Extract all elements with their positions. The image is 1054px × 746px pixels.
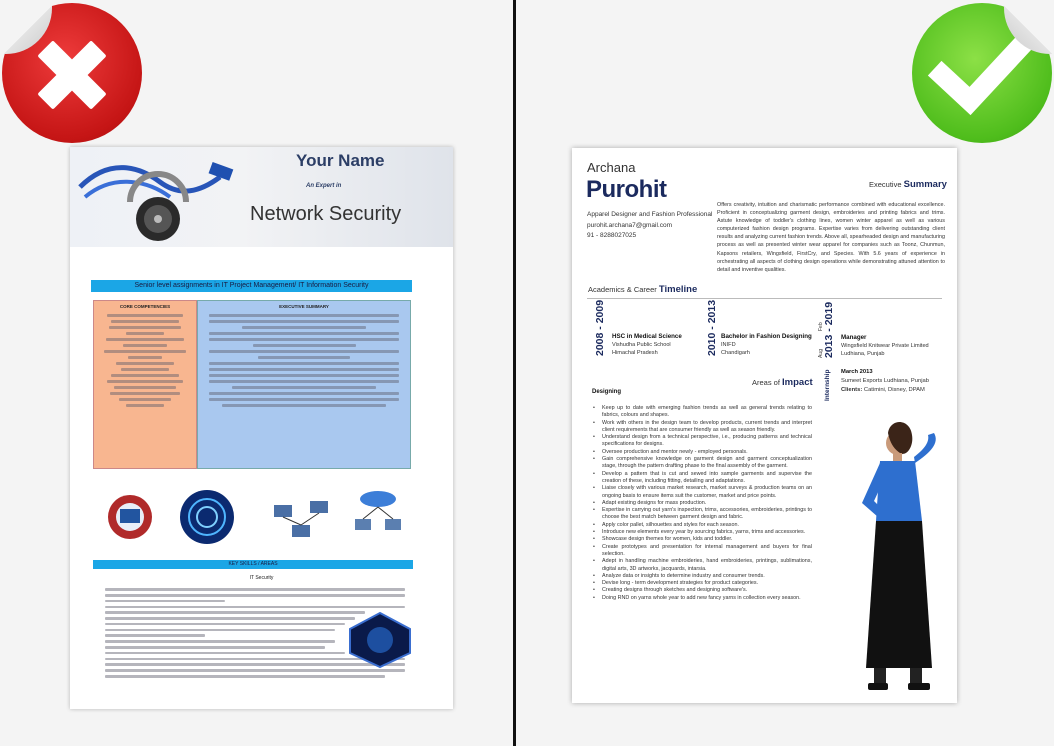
internship-entry: March 2013 Sumeet Exports Ludhiana, Punjab Clients: Catimini, Disney, DPAM [841, 369, 929, 393]
timeline-heading: Academics & Career Timeline [588, 284, 698, 295]
center-divider [513, 0, 516, 746]
list-item: • Introduce new elements every year by sourcing fabrics, yarns, trims and accessories. [592, 529, 812, 536]
list-item: • Apply color pallet, silhouettes and styles for each season. [592, 522, 812, 529]
cloud-computers-image [345, 487, 411, 547]
list-item: • Create prototypes and presentation for internal management and buyers for final selection. [592, 544, 812, 559]
bad-resume-header [70, 147, 453, 247]
executive-summary-heading: Executive Summary [869, 179, 947, 190]
bad-core-competencies [93, 300, 197, 469]
bad-title: Network Security [250, 203, 402, 225]
impact-bullet-list [592, 405, 812, 602]
bad-exec-heading: EXECUTIVE SUMMARY [279, 304, 329, 309]
bad-core-heading: CORE COMPETENCIES [119, 304, 171, 309]
designing-subheading: Designing [592, 389, 622, 395]
timeline-year: 2013 - 2019 [823, 301, 835, 358]
last-name: Purohit [586, 176, 667, 203]
job-role: Apparel Designer and Fashion Professional [587, 211, 713, 218]
timeline-year: 2010 - 2013 [706, 299, 718, 356]
list-item: • Doing RND on yarns whole year to add new fancy yarns in collection every season. [592, 595, 812, 602]
list-item: • Analyze data or insights to determine industry and consumer trends. [592, 573, 812, 580]
circuit-fingerprint-image [174, 487, 240, 547]
list-item: • Understand design from a technical perspective, i.e., producing patterns and technical specifications for designs. [592, 434, 812, 449]
virus-image [95, 487, 165, 547]
areas-of-impact-heading: Areas of Impact [752, 377, 813, 388]
timeline-entry: Manager Wingsfield Knitwear Private Limited Ludhiana, Punjab [841, 334, 929, 357]
list-item: • Showcase design themes for women, kids and toddler. [592, 536, 812, 543]
network-computers-image [266, 487, 336, 547]
phone: 91 - 8288027025 [587, 232, 637, 239]
network-lock-image [70, 147, 250, 247]
bad-skills-bar: KEY SKILLS / AREAS [93, 560, 413, 569]
internship-label: Internship [824, 369, 831, 401]
bad-heading-bar: Senior level assignments in IT Project Management/ IT Information Security [91, 280, 412, 292]
timeline-small-month: Feb [818, 322, 824, 331]
email: purohit.archana7@gmail.com [587, 222, 673, 229]
digital-hand-image [348, 611, 412, 669]
list-item: • Gain comprehensive knowledge on garment design and garment conceptualization stage, through the pattern drafting phase to the final assembly of the garment. [592, 456, 812, 471]
executive-summary-text: Offers creativity, intuition and charismatic performance combined with educational excellence. Proficient in conceptualizing garment design, embroideries and printing fabrics and trims. Astute knowledge of toddler's clothing lines, women winter apparel as well as various computerized fashion design programs. Expertise varies from delivering outstanding client results and analyzing current fashion trends. Above all, spearheaded design and manufacturing process as well as presented winter wear apparel for companies such as Toonz, Chunmun, Kapsons retailers, Wingsfield, FirstCry, and Species. With 5.6 years of experience in orchestrating all aspects of clothing design operations while demonstrating attuned attention to detail and inventive qualities. [717, 202, 945, 273]
bad-name: Your Name [296, 151, 385, 170]
bad-expert-label: An Expert in [306, 183, 342, 189]
list-item: • Work with others in the design team to develop products, current trends and interpret client requirements that are consumer friendly as well as season friendly. [592, 420, 812, 435]
good-resume-document [572, 148, 957, 703]
first-name: Archana [587, 160, 636, 175]
list-item: • Oversee production and mentor newly - employed personals. [592, 449, 812, 456]
timeline-rule [587, 298, 942, 299]
bad-it-security-label: IT Security [249, 575, 274, 581]
bad-resume-document [70, 147, 453, 709]
timeline-entry: Bachelor in Fashion Designing INIFD Chandigarh [721, 333, 812, 356]
list-item: • Adept in handling machine embroideries, hand embroideries, printings, sublimations, digital arts, 3D artworks, jacquards, intarsia. [592, 558, 812, 573]
list-item: • Develop a pattern that is cut and sewed into sample garments and supervise the creation of these, including fitting, detailing and adaptations. [592, 471, 812, 486]
list-item: • Liaise closely with various market research, market surveys & production teams on an ongoing basis to ensure items suit the customer, market and price points. [592, 485, 812, 500]
fashion-model-image [830, 413, 950, 698]
timeline-entry: HSC in Medical Science Vishudha Public School Himachal Pradesh [612, 333, 682, 356]
list-item: • Creating designs through sketches and designing software's. [592, 587, 812, 594]
list-item: • Expertise in carrying out yarn's inspection, trims, accessories, embroideries, printings to choose the best match between garment design and fabric. [592, 507, 812, 522]
list-item: • Devise long - term development strategies for product categories. [592, 580, 812, 587]
list-item: • Adapt existing designs for mass production. [592, 500, 812, 507]
timeline-small-month: Aug [818, 349, 824, 358]
bad-executive-summary [197, 300, 411, 469]
timeline-year: 2008 - 2009 [594, 299, 606, 356]
list-item: • Keep up to date with emerging fashion trends as well as general trends relating to fabrics, colours and shapes. [592, 405, 812, 420]
